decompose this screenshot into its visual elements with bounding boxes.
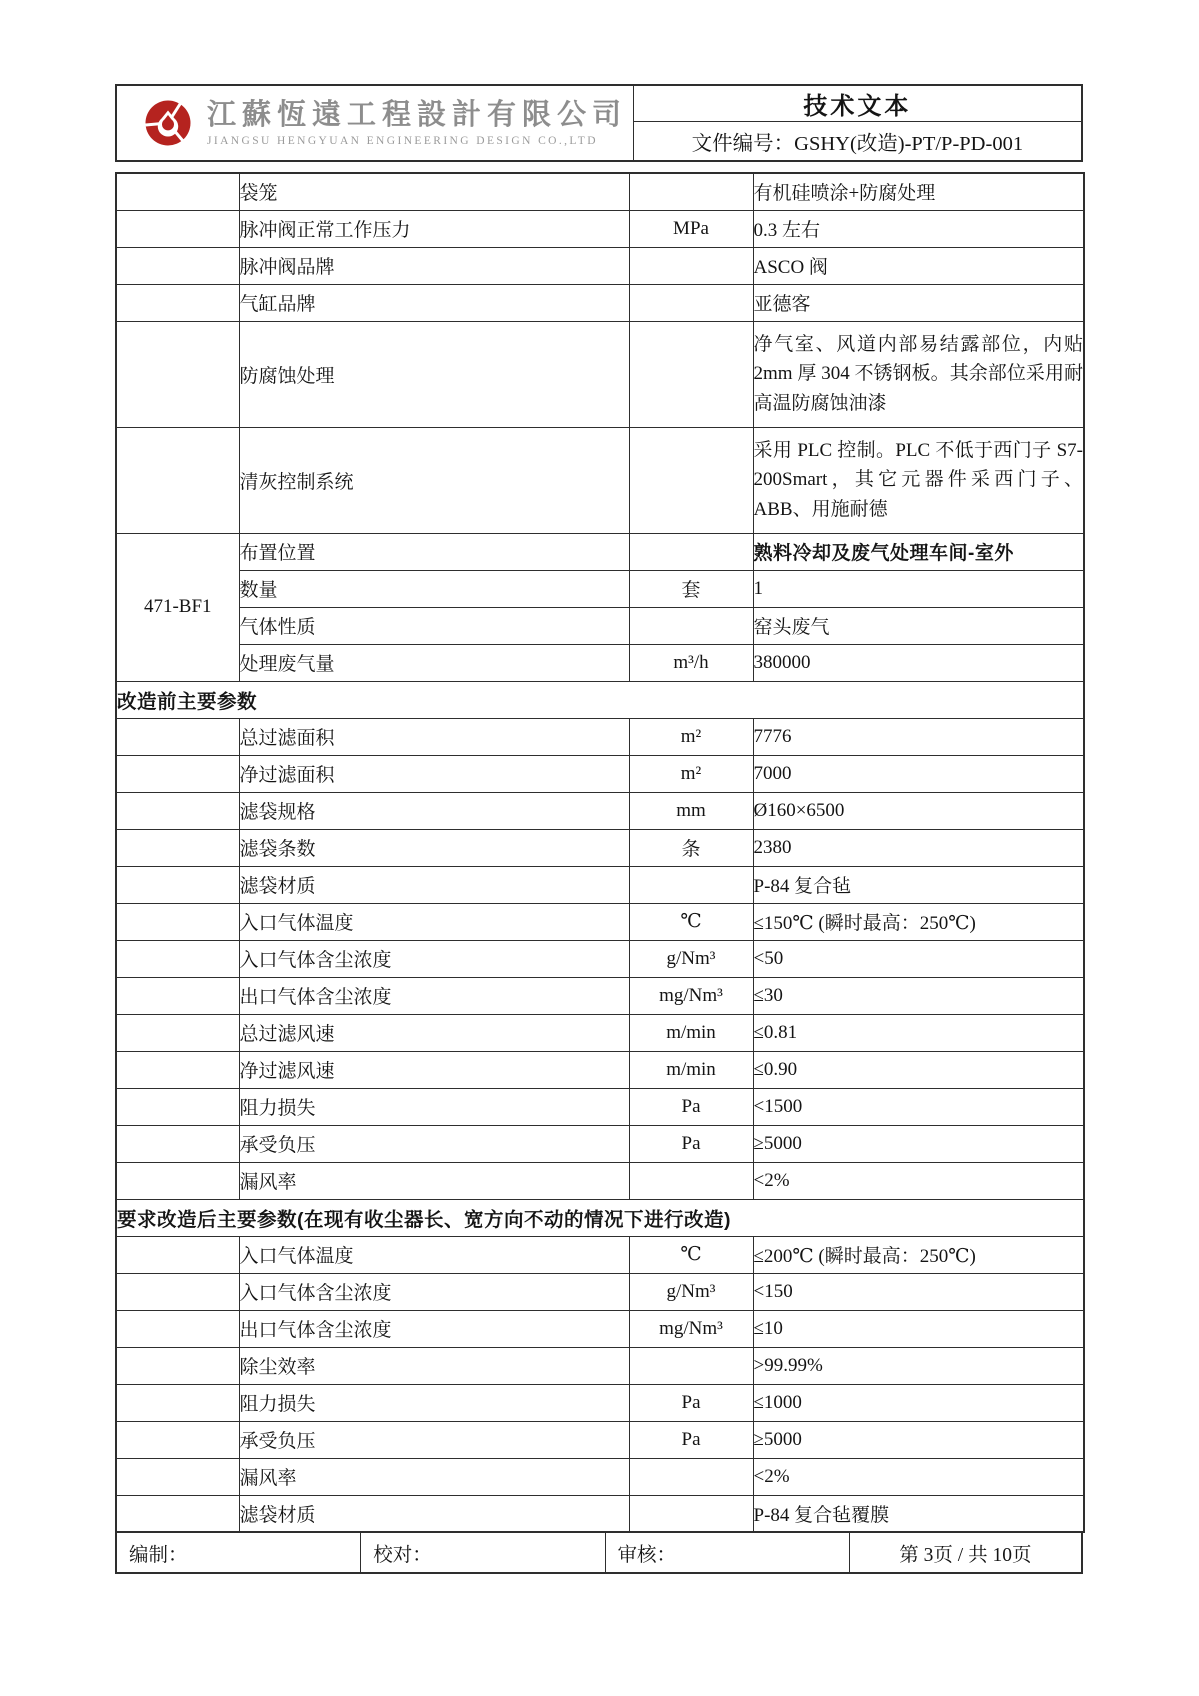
param-label-cell: 漏风率 [239,1162,629,1199]
blank-cell [116,1384,239,1421]
blank-cell [116,903,239,940]
unit-cell: 条 [629,829,753,866]
value-cell [753,940,1084,977]
param-label-cell: 袋笼 [239,173,629,210]
blank-cell [116,1273,239,1310]
table-row [116,940,1084,977]
blank-cell [116,1347,239,1384]
unit-cell: m³/h [629,644,753,681]
param-value: ≤10 [753,1317,783,1339]
value-cell [753,1384,1084,1421]
blank-cell [116,1125,239,1162]
unit-cell: ℃ [629,1236,753,1273]
value-cell [753,718,1084,755]
section-header-label: 要求改造后主要参数(在现有收尘器长、宽方向不动的情况下进行改造) [116,1199,1084,1236]
document-footer [115,1533,1083,1574]
unit-cell: ℃ [629,903,753,940]
table-row [116,829,1084,866]
document-body [115,172,1083,1574]
company-logo-icon [143,98,193,148]
value-cell [753,321,1084,427]
param-value: ≤1000 [753,1391,802,1413]
blank-cell [116,792,239,829]
blank-cell [116,173,239,210]
param-label-cell: 承受负压 [239,1125,629,1162]
unit-cell: Pa [629,1384,753,1421]
table-row [116,210,1084,247]
unit-cell [629,533,753,570]
param-value: 净气室、风道内部易结露部位，内贴 2mm 厚 304 不锈钢板。其余部位采用耐高温防腐蚀油漆 [753,333,1083,414]
unit-cell: g/Nm³ [629,1273,753,1310]
unit-cell [629,1347,753,1384]
table-row [116,427,1084,533]
table-row [116,792,1084,829]
company-name-en: JIANGSU HENGYUAN ENGINEERING DESIGN CO.,LTD [207,134,598,147]
table-row [116,1088,1084,1125]
unit-cell [629,866,753,903]
param-label-cell: 除尘效率 [239,1347,629,1384]
param-value: 亚德客 [753,294,811,315]
value-cell [753,977,1084,1014]
param-value: 窑头废气 [753,617,830,638]
company-name-cn: 江蘇恆遠工程設計有限公司 [207,97,628,132]
table-row [116,644,1084,681]
param-label-cell: 阻力损失 [239,1384,629,1421]
value-cell [753,1495,1084,1532]
value-cell [753,570,1084,607]
value-cell [753,1310,1084,1347]
blank-cell [116,321,239,427]
unit-cell: Pa [629,1421,753,1458]
table-row [116,1273,1084,1310]
unit-cell: mg/Nm³ [629,1310,753,1347]
table-row [116,1458,1084,1495]
unit-cell [629,284,753,321]
value-cell [753,1236,1084,1273]
param-value: 熟料冷却及废气处理车间-室外 [753,543,1014,564]
blank-cell [116,1236,239,1273]
blank-cell [116,718,239,755]
table-row [116,570,1084,607]
table-row [116,247,1084,284]
document-number-label: 文件编号： [691,133,795,155]
value-cell [753,210,1084,247]
param-label-cell: 漏风率 [239,1458,629,1495]
document-number-value: GSHY(改造)-PT/P-PD-001 [794,133,1024,155]
blank-cell [116,1088,239,1125]
document-header [115,84,1083,162]
blank-cell [116,1014,239,1051]
param-value: P-84 复合毡覆膜 [753,1504,890,1526]
param-value: ASCO 阀 [753,257,828,278]
param-label-cell: 防腐蚀处理 [239,321,629,427]
blank-cell [116,1310,239,1347]
param-label-cell: 入口气体温度 [239,903,629,940]
prepared-by-cell: 编制： [129,1544,188,1566]
param-value: ≤0.90 [753,1058,798,1080]
blank-cell [116,1162,239,1199]
param-value: >99.99% [753,1354,823,1376]
param-value: 采用 PLC 控制。PLC 不低于西门子 S7-200Smart，其它元器件采西门子、ABB、用施耐德 [753,439,1083,520]
param-label-cell: 净过滤面积 [239,755,629,792]
unit-cell [629,607,753,644]
param-label-cell: 滤袋规格 [239,792,629,829]
value-cell [753,1273,1084,1310]
value-cell [753,427,1084,533]
param-value: ≥5000 [753,1132,802,1154]
param-label-cell: 脉冲阀正常工作压力 [239,210,629,247]
param-value: Ø160×6500 [753,799,845,821]
param-label-cell: 出口气体含尘浓度 [239,977,629,1014]
spec-table-body [116,173,1084,1532]
param-label-cell: 处理废气量 [239,644,629,681]
param-value: <2% [753,1465,790,1487]
param-label-cell: 承受负压 [239,1421,629,1458]
reviewed-by-cell: 审核： [605,1533,849,1572]
param-label-cell: 净过滤风速 [239,1051,629,1088]
param-label-cell: 入口气体温度 [239,1236,629,1273]
company-header-cell [117,86,633,160]
param-value: 有机硅喷涂+防腐处理 [753,183,936,205]
company-names [207,99,627,147]
blank-cell [116,427,239,533]
page-number: 第 3页 / 共 10页 [849,1533,1081,1572]
unit-cell: Pa [629,1125,753,1162]
param-label-cell: 布置位置 [239,533,629,570]
value-cell [753,1421,1084,1458]
unit-cell [629,247,753,284]
blank-cell [116,210,239,247]
unit-cell: MPa [629,210,753,247]
param-value: <2% [753,1169,790,1191]
param-label-cell: 气缸品牌 [239,284,629,321]
value-cell [753,1014,1084,1051]
blank-cell [116,940,239,977]
unit-cell [629,173,753,210]
value-cell [753,173,1084,210]
unit-cell [629,1495,753,1532]
value-cell [753,607,1084,644]
value-cell [753,284,1084,321]
unit-cell: m/min [629,1051,753,1088]
param-value: ≤30 [753,984,783,1006]
param-value: ≤150℃ (瞬时最高：250℃) [753,913,976,934]
table-row [116,866,1084,903]
value-cell [753,1162,1084,1199]
unit-cell [629,1162,753,1199]
value-cell [753,1458,1084,1495]
table-row [116,607,1084,644]
param-label-cell: 总过滤风速 [239,1014,629,1051]
unit-cell: m² [629,718,753,755]
table-row [116,903,1084,940]
param-label-cell: 入口气体含尘浓度 [239,1273,629,1310]
value-cell [753,792,1084,829]
table-row [116,755,1084,792]
unit-cell: 套 [629,570,753,607]
param-value: 7776 [753,725,792,747]
proofread-by-cell: 校对： [360,1533,604,1572]
unit-cell: m² [629,755,753,792]
document-number [634,122,1081,160]
param-label-cell: 滤袋材质 [239,866,629,903]
param-value: ≤200℃ (瞬时最高：250℃) [753,1246,976,1267]
param-value: <150 [753,1280,793,1302]
value-cell [753,866,1084,903]
table-row [116,1310,1084,1347]
unit-cell: m/min [629,1014,753,1051]
table-row [116,1384,1084,1421]
blank-cell [116,829,239,866]
blank-cell [116,284,239,321]
value-cell [753,829,1084,866]
param-value: 1 [753,577,763,599]
equipment-tag-cell: 471-BF1 [116,533,239,681]
param-label-cell: 脉冲阀品牌 [239,247,629,284]
unit-cell: Pa [629,1088,753,1125]
value-cell [753,247,1084,284]
param-value: <1500 [753,1095,803,1117]
section-header-label: 改造前主要参数 [116,681,1084,718]
param-label-cell: 数量 [239,570,629,607]
table-row [116,1236,1084,1273]
table-row [116,718,1084,755]
table-row [116,321,1084,427]
spec-table [115,172,1085,1533]
table-row [116,1051,1084,1088]
unit-cell [629,1458,753,1495]
blank-cell [116,247,239,284]
blank-cell [116,866,239,903]
value-cell [753,1051,1084,1088]
section-header-row [116,681,1084,718]
unit-cell: mg/Nm³ [629,977,753,1014]
table-row [116,1495,1084,1532]
value-cell [753,533,1084,570]
unit-cell [629,321,753,427]
param-label-cell: 出口气体含尘浓度 [239,1310,629,1347]
table-row [116,284,1084,321]
unit-cell [629,427,753,533]
param-value: <50 [753,947,784,969]
value-cell [753,903,1084,940]
param-value: 7000 [753,762,792,784]
param-value: ≤0.81 [753,1021,798,1043]
param-label-cell: 入口气体含尘浓度 [239,940,629,977]
section-header-row [116,1199,1084,1236]
document-title-cell [633,86,1081,160]
unit-cell: g/Nm³ [629,940,753,977]
document-type-title: 技术文本 [634,86,1081,122]
value-cell [753,755,1084,792]
value-cell [753,1347,1084,1384]
param-label-cell: 总过滤面积 [239,718,629,755]
param-value: ≥5000 [753,1428,802,1450]
param-value: P-84 复合毡 [753,876,852,897]
blank-cell [116,1495,239,1532]
blank-cell [116,1458,239,1495]
blank-cell [116,1421,239,1458]
blank-cell [116,1051,239,1088]
param-label-cell: 阻力损失 [239,1088,629,1125]
table-row [116,1125,1084,1162]
blank-cell [116,977,239,1014]
table-row [116,533,1084,570]
table-row [116,1421,1084,1458]
value-cell [753,644,1084,681]
param-value: 380000 [753,651,811,673]
param-label-cell: 气体性质 [239,607,629,644]
table-row [116,1347,1084,1384]
table-row [116,1014,1084,1051]
unit-cell: mm [629,792,753,829]
param-label-cell: 滤袋材质 [239,1495,629,1532]
param-label-cell: 滤袋条数 [239,829,629,866]
table-row [116,977,1084,1014]
value-cell [753,1125,1084,1162]
param-value: 0.3 左右 [753,220,821,241]
value-cell [753,1088,1084,1125]
blank-cell [116,755,239,792]
table-row [116,1162,1084,1199]
param-value: 2380 [753,836,792,858]
table-row [116,173,1084,210]
param-label-cell: 清灰控制系统 [239,427,629,533]
